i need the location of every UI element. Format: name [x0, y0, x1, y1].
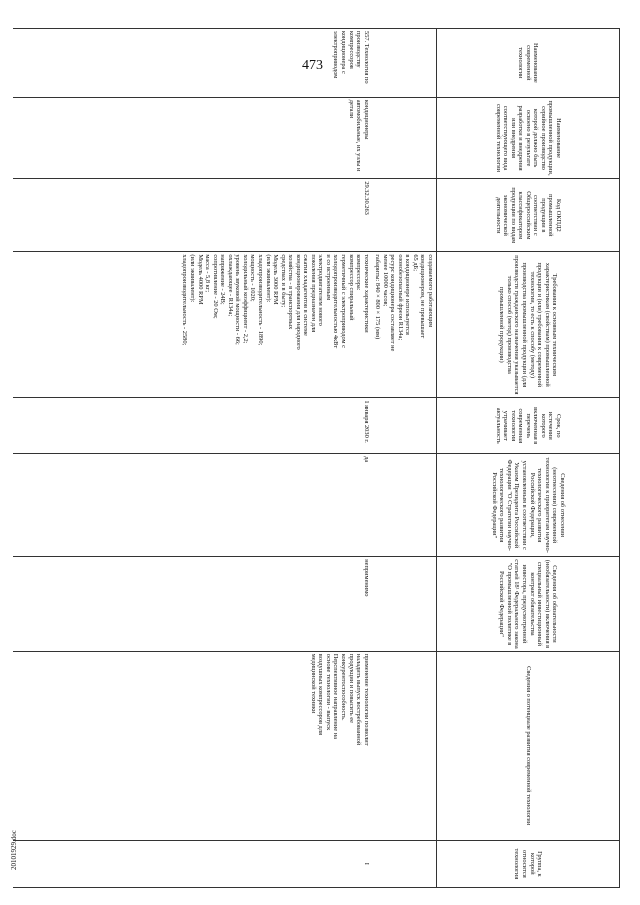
cell-requirements: технические характеристики компрессора: компрессор спиральный герметичный с электроприводом с холодопроизводительностью 4кВт и со встроенным электродвигателем нового поколения предназначен для сжатия хладагентов в системе кондиционирования для народного хозяйства - в транспортных средствах и в быту; Модель 3000 RPM (или эквивалент): хладопроизводительность - 1890; мощность - 1020; холодильный коэффициент - 2,2; уровень звуковой мощности - 66; охлаждающее - R134a; напряжение - 24В; сопротивление - 20 Ом; масса - 5,8 кг; Модель 4000 RPM (или эквивалент): хладопроизводительность - 2580; — [13, 252, 372, 398]
continuation-row — [372, 29, 437, 888]
technology-table — [13, 28, 620, 888]
header-row — [437, 29, 620, 888]
cell-deadline: 1 января 2030 г. — [13, 398, 372, 454]
header-tech-name: Наименование современной технологии — [437, 29, 620, 98]
header-deadline: Срок, по истечении которого включенная в перечень современная технология утрачивает актуальность — [437, 398, 620, 454]
cell-priority: да — [13, 454, 372, 557]
rotated-table-page — [20, 28, 620, 888]
cell-group: I — [13, 840, 372, 887]
header-okpd2: Код ОКПД2 промышленной продукции в соответствии с Общероссийским классификатором продукции по видам экономической деятельности — [437, 179, 620, 252]
tech-name: Технология по производству компрессоров кондиционера с электроприводом — [332, 31, 370, 84]
header-potential: Сведения о потенциале развития современной технологии — [437, 651, 620, 840]
table-row — [13, 29, 372, 888]
header-obligation: Сведения об обязательности (необязательности) включения в специальный инвестиционный контракт обязательства инвестора, предусмотренной статьей 18¹ Федерального закона "О промышленной политике в Российской Федерации" — [437, 557, 620, 651]
header-requirements: Требования к основным техническим характеристикам (свойствам) промышленной продукции и (или) требования к современной технологии, то есть к способу (методу) производства промышленной продукции (для производств гражданского назначения указывается только способ (метод) производства промышленной продукции) — [437, 252, 620, 398]
cell-okpd2: 29.32.30.263 — [13, 179, 372, 252]
continuation-requirements: создаваемого работающим кондиционером, не превышает 65 дБ; в кондиционере используется озонобезопасный фреон R134a; ресурс кондиционера составляет не менее 10000 часов; габариты: 840 × 800 × 175 (мм) — [372, 252, 437, 398]
header-priority: Сведения об отнесении (неотнесении) современной технологии к приоритетам научно-технологического развития Российской Федерации, установленным в соответствии с Указом Президента Российской Федерации "О Стратегии научно-технологического развития Российской Федерации" — [437, 454, 620, 557]
cell-product-name: кондиционеры автомобильные, их узлы и детали — [13, 97, 372, 179]
page-number: 473 — [302, 58, 323, 73]
cell-potential: применение технологии позволит наладить выпуск востребованной продукции и повысить ее конкурентоспособность. Перспективное направление на основе технологии - выпуск воздушных компрессоров для медицинской техники — [13, 651, 372, 840]
cell-tech-name — [13, 29, 372, 98]
header-product-name: Наименование промышленной продукции, серийное производство которой должно быть освоено в результате разработки и внедрения или внедрения соответствующего вида современной технологии — [437, 97, 620, 179]
row-number: 557. — [362, 31, 370, 43]
cell-obligation: неприменимо — [13, 557, 372, 651]
file-name: 20101929.doc — [10, 830, 18, 870]
header-group: Группа, к которой относится технология — [437, 840, 620, 887]
